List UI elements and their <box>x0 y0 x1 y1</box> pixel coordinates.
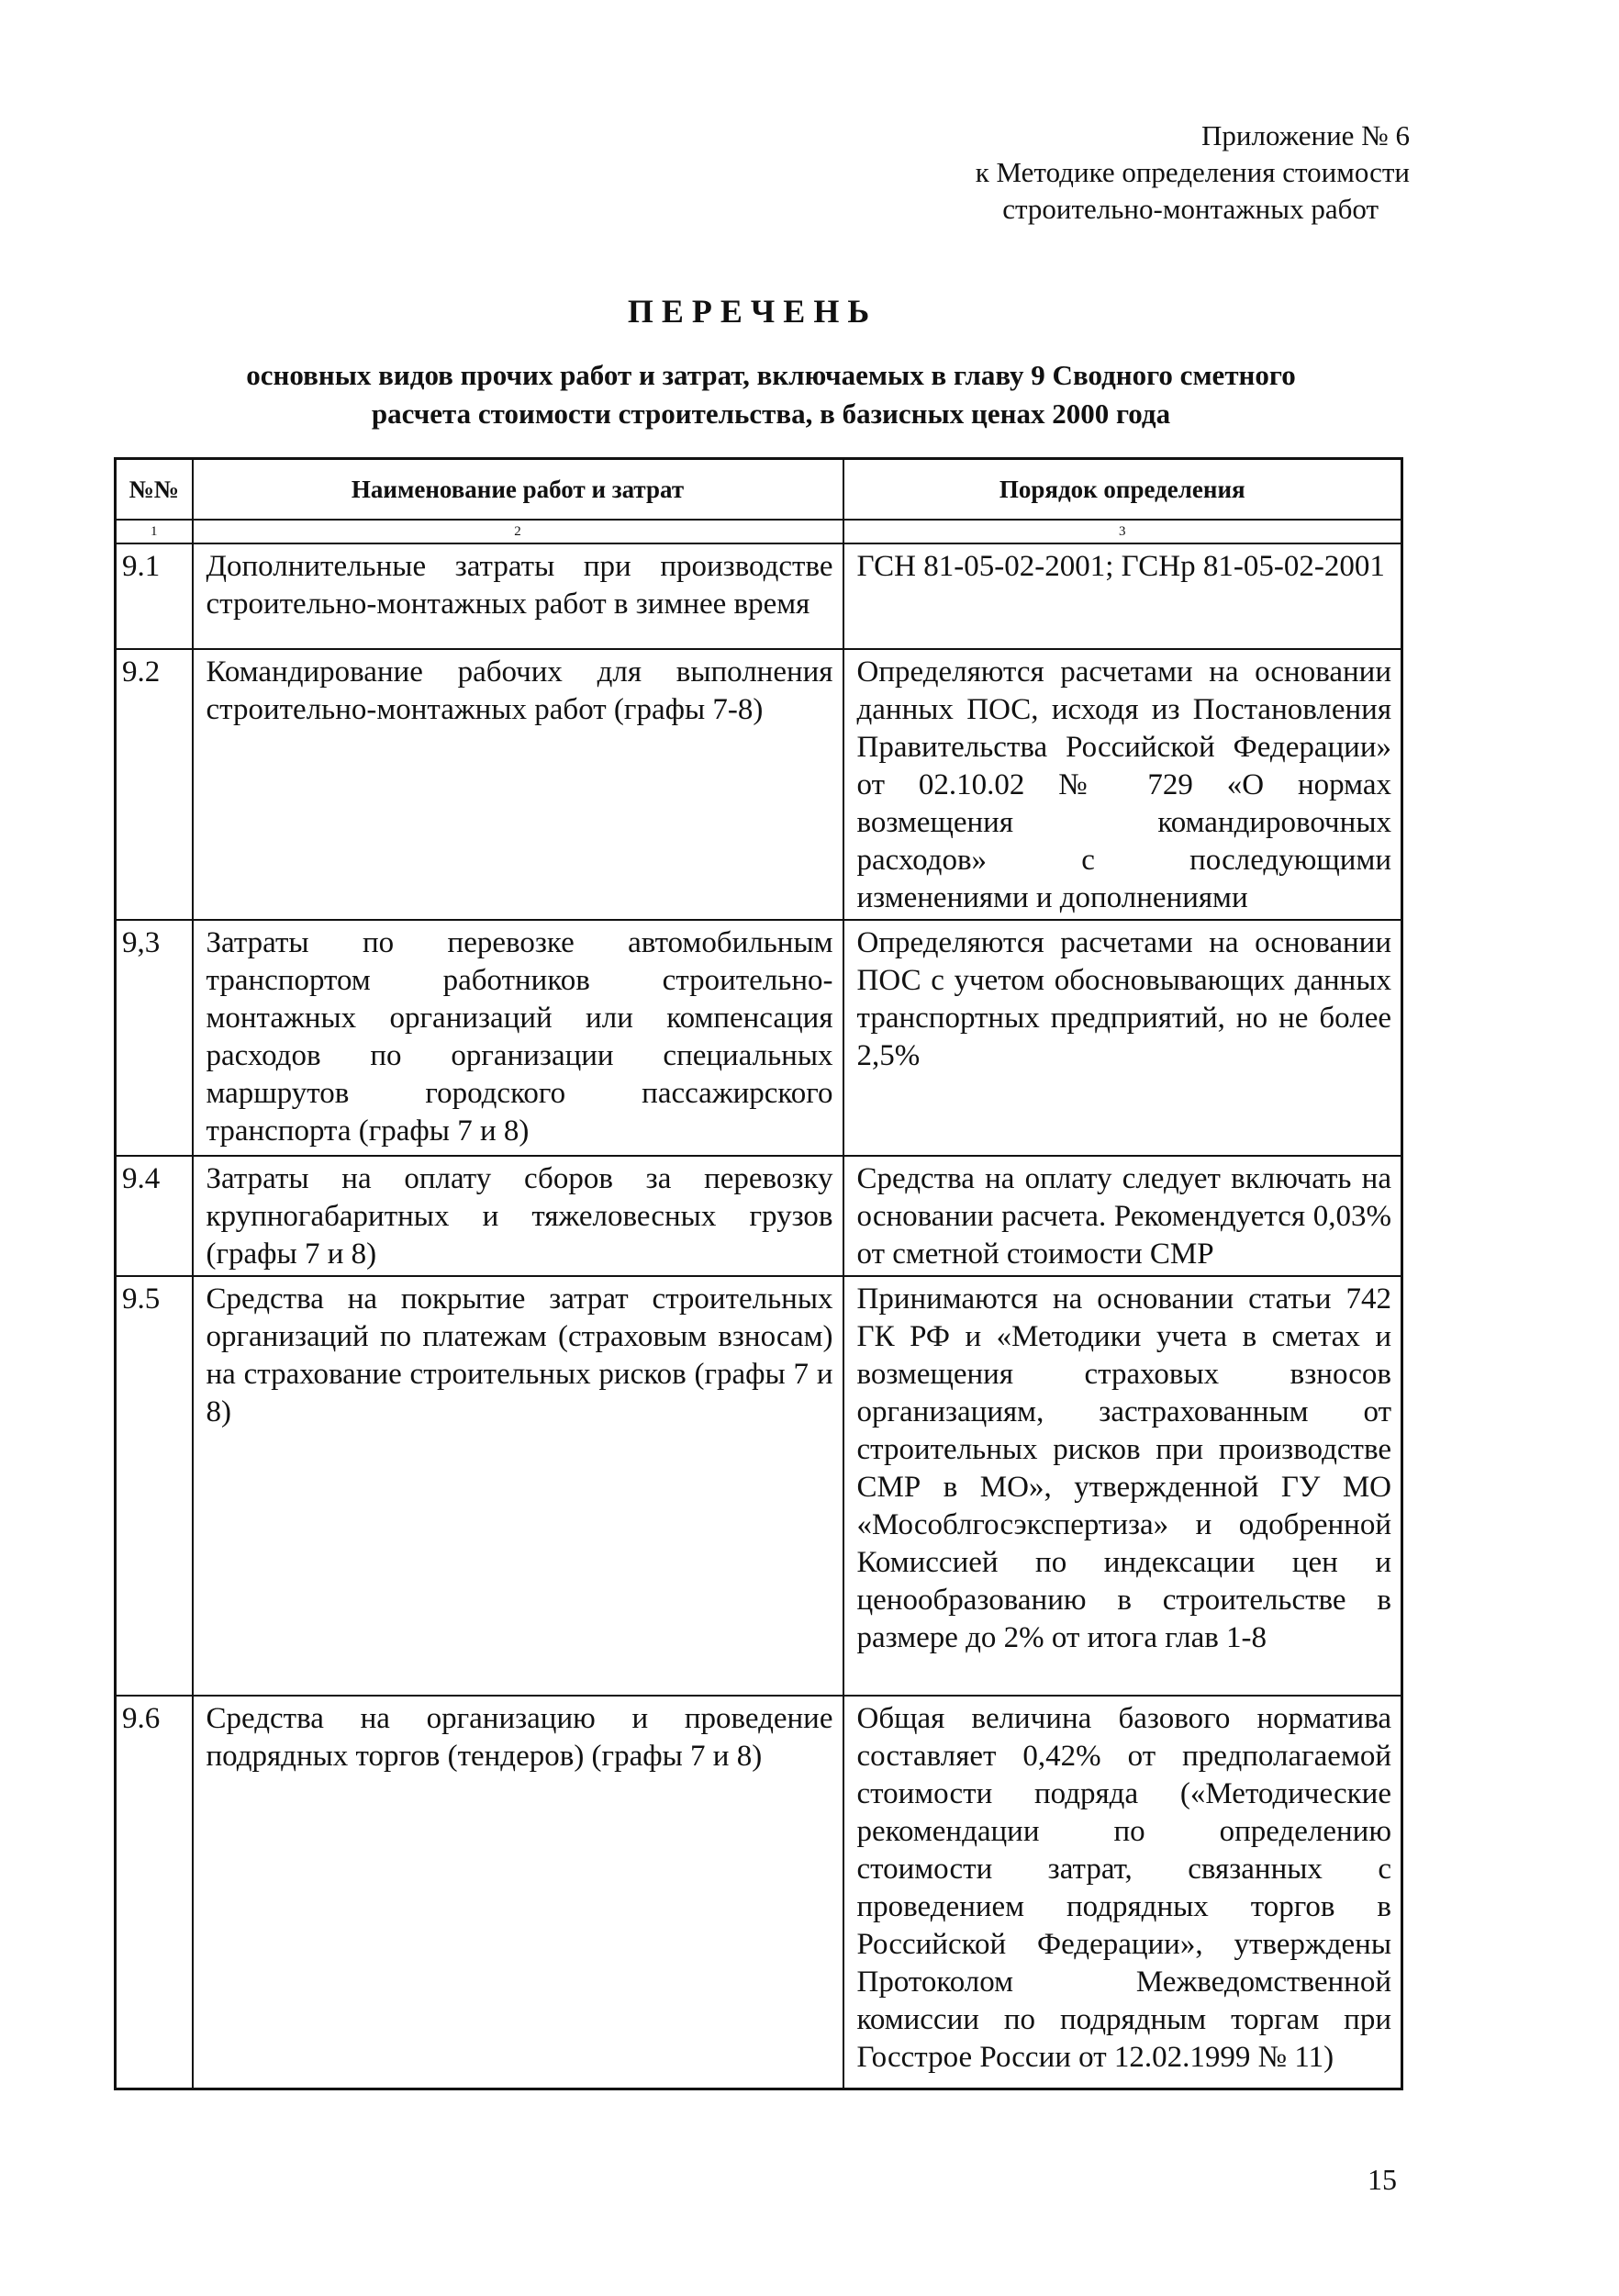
column-number: 3 <box>843 520 1402 543</box>
annex-line-2: к Методике определения стоимости <box>975 156 1410 188</box>
column-number: 2 <box>193 520 843 543</box>
table-row <box>116 1156 1402 1276</box>
row-name: Средства на организацию и проведение подрядных торгов (тендеров) (графы 7 и 8) <box>193 1696 843 2089</box>
row-name: Дополнительные затраты при производстве строительно-монтажных работ в зимнее время <box>193 543 843 649</box>
row-number: 9.5 <box>116 1276 193 1696</box>
row-name: Затраты на оплату сборов за перевозку крупногабаритных и тяжеловесных грузов (графы 7 и 8) <box>193 1156 843 1276</box>
subtitle-line-2: расчета стоимости строительства, в базисных ценах 2000 года <box>371 398 1171 430</box>
header-name: Наименование работ и затрат <box>193 459 843 521</box>
annex-line-1: Приложение № 6 <box>1201 119 1410 151</box>
header-order: Порядок определения <box>843 459 1402 521</box>
table-row <box>116 1276 1402 1696</box>
row-number: 9,3 <box>116 920 193 1156</box>
row-order: Принимаются на основании статьи 742 ГК РФ и «Методики учета в сметах и возмещения страховых взносов организациям, застрахованным от строительных рисков при производстве СМР в МО», утвержденной ГУ МО «Мособлгосэкспертиза» и одобренной Комиссией по индексации цен и ценообразованию в строительстве в размере до 2% от итога глав 1-8 <box>843 1276 1402 1696</box>
row-order: Определяются расчетами на основании данных ПОС, исходя из Постановления Правительства Российской Федерации» от 02.10.02 № 729 «О нормах возмещения командировочных расходов» с последующими изменениями и дополнениями <box>843 649 1402 920</box>
subtitle-line-1: основных видов прочих работ и затрат, включаемых в главу 9 Сводного сметного <box>246 359 1296 391</box>
document-subtitle <box>147 356 1395 433</box>
works-table-container <box>114 457 1401 2090</box>
column-numbers-row <box>116 520 1402 543</box>
table-row <box>116 1696 1402 2089</box>
row-name: Командирование рабочих для выполнения строительно-монтажных работ (графы 7-8) <box>193 649 843 920</box>
row-name: Средства на покрытие затрат строительных организаций по платежам (страховым взносам) на страхование строительных рисков (графы 7 и 8) <box>193 1276 843 1696</box>
annex-header <box>767 118 1410 228</box>
page-number: 15 <box>1368 2163 1397 2196</box>
header-number: №№ <box>116 459 193 521</box>
table-row <box>116 920 1402 1156</box>
row-number: 9.6 <box>116 1696 193 2089</box>
table-row <box>116 649 1402 920</box>
row-number: 9.2 <box>116 649 193 920</box>
annex-line-3: строительно-монтажных работ <box>1002 193 1379 225</box>
row-order: Средства на оплату следует включать на основании расчета. Рекомендуется 0,03% от сметной стоимости СМР <box>843 1156 1402 1276</box>
row-number: 9.1 <box>116 543 193 649</box>
column-number: 1 <box>116 520 193 543</box>
row-order: Общая величина базового норматива составляет 0,42% от предполагаемой стоимости подряда («Методические рекомендации по определению стоимости затрат, связанных с проведением подрядных торгов в Российской Федерации», утверждены Протоколом Межведомственной комиссии по подрядным торгам при Госстрое России от 12.02.1999 № 11) <box>843 1696 1402 2089</box>
row-name: Затраты по перевозке автомобильным транспортом работников строительно-монтажных организаций или компенсация расходов по организации специальных маршрутов городского пассажирского транспорта (графы 7 и 8) <box>193 920 843 1156</box>
row-number: 9.4 <box>116 1156 193 1276</box>
table-header-row <box>116 459 1402 521</box>
table-row <box>116 543 1402 649</box>
document-title: ПЕРЕЧЕНЬ <box>627 293 878 330</box>
row-order: Определяются расчетами на основании ПОС с учетом обосновывающих данных транспортных предприятий, но не более 2,5% <box>843 920 1402 1156</box>
row-order: ГСН 81-05-02-2001; ГСНр 81-05-02-2001 <box>843 543 1402 649</box>
works-table <box>114 457 1403 2090</box>
